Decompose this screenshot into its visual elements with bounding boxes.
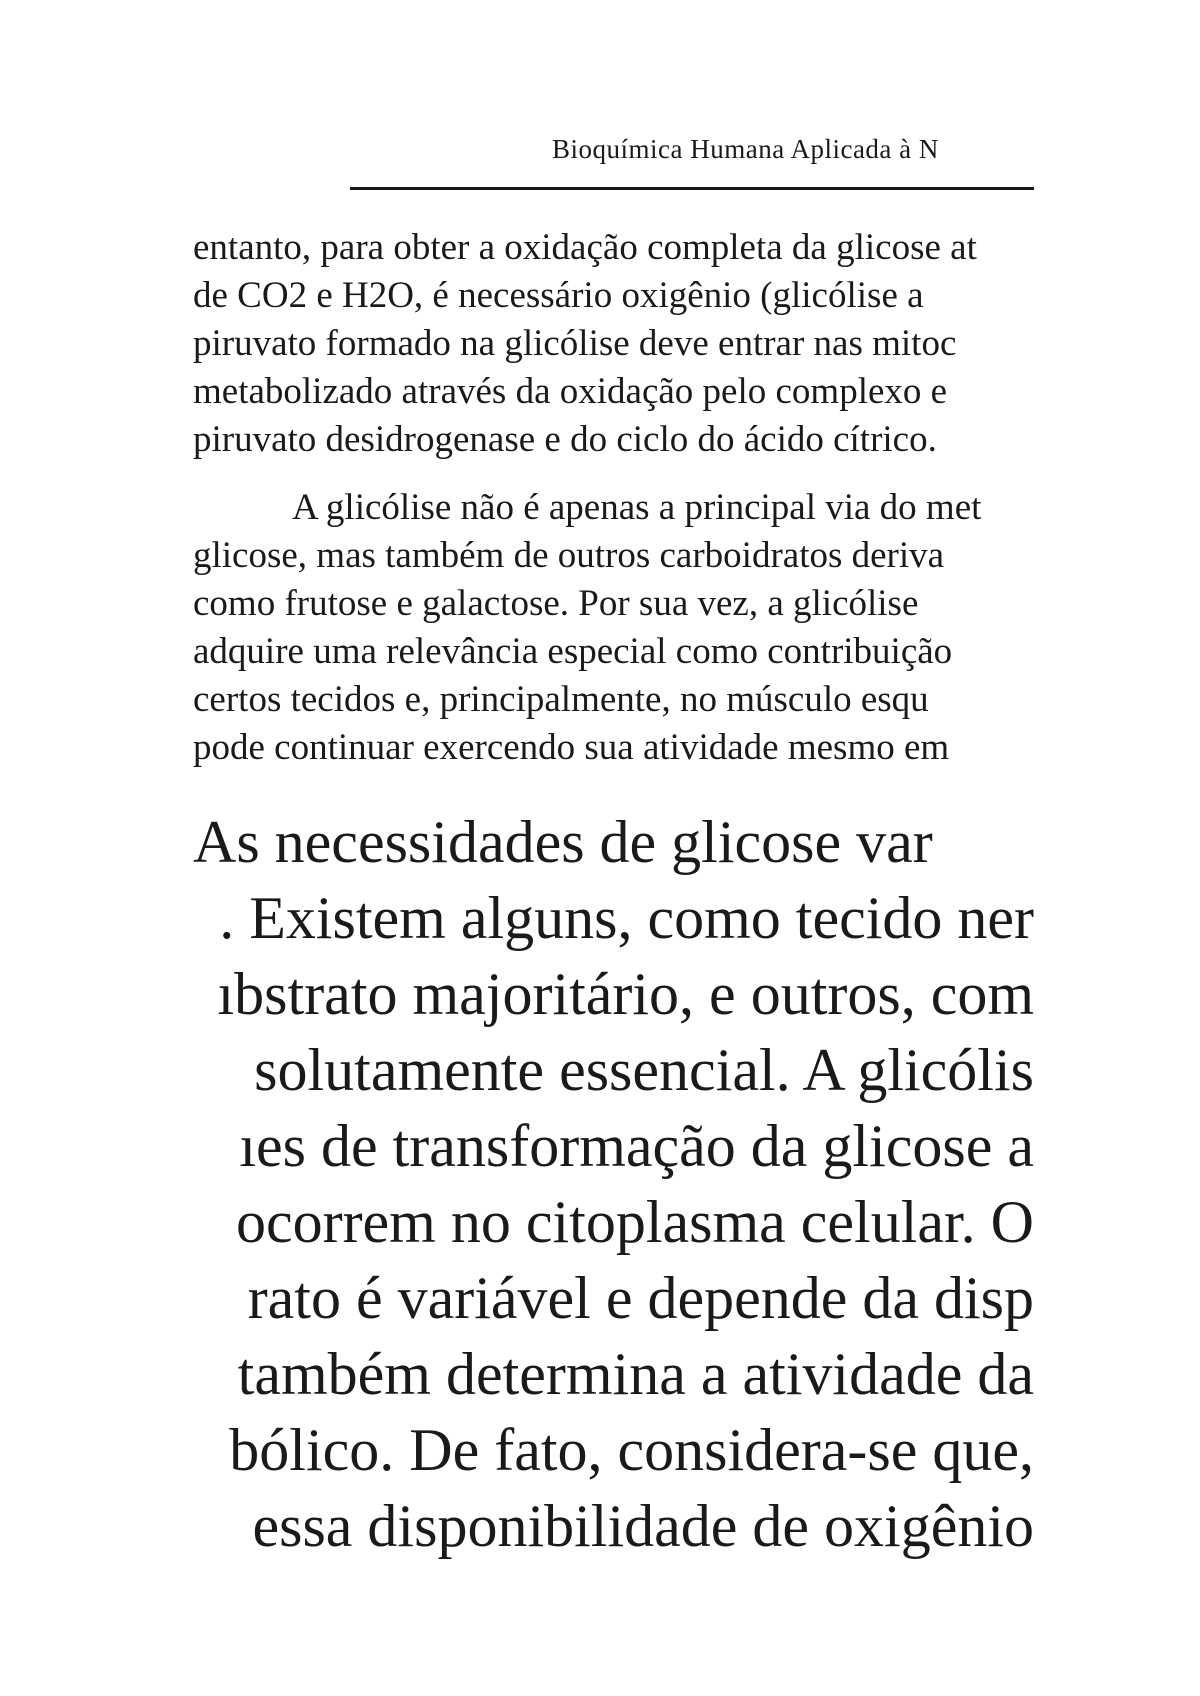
enlarged-line-1: As necessidades de glicose var <box>193 809 933 875</box>
enlarged-line-7: rato é variável e depende da disp <box>247 1265 1034 1331</box>
paragraph-2-line-5: certos tecidos e, principalmente, no músculo esqu <box>193 679 929 720</box>
paragraph-2-line-4: adquire uma relevância especial como contribuição <box>193 631 953 672</box>
enlarged-line-2: . Existem alguns, como tecido ner <box>219 885 1034 951</box>
enlarged-line-9: bólico. De fato, considera-se que, <box>229 1417 1034 1483</box>
paragraph-1-line-3: piruvato formado na glicólise deve entrar nas mitoc <box>193 323 957 364</box>
enlarged-line-4: solutamente essencial. A glicólis <box>254 1037 1034 1103</box>
paragraph-1-line-1: entanto, para obter a oxidação completa da glicose at <box>193 227 977 268</box>
running-header-title: Bioquímica Humana Aplicada à N <box>552 134 939 164</box>
paragraph-1-line-4: metabolizado através da oxidação pelo complexo e <box>193 371 948 412</box>
paragraph-2-line-2: glicose, mas também de outros carboidratos deriva <box>193 535 945 576</box>
enlarged-line-6: ocorrem no citoplasma celular. O <box>235 1189 1034 1255</box>
enlarged-line-5: ıes de transformação da glicose a <box>239 1113 1034 1179</box>
enlarged-line-3: ıbstrato majoritário, e outros, com <box>217 961 1034 1027</box>
paragraph-1-line-5: piruvato desidrogenase e do ciclo do ácido cítrico. <box>193 419 937 460</box>
enlarged-line-10: essa disponibilidade de oxigênio <box>252 1493 1034 1559</box>
paragraph-2-line-6: pode continuar exercendo sua atividade mesmo em <box>193 727 950 768</box>
paragraph-2-line-3: como frutose e galactose. Por sua vez, a glicólise <box>193 583 919 624</box>
paragraph-1-line-2: de CO2 e H2O, é necessário oxigênio (glicólise a <box>193 275 924 316</box>
paragraph-2-line-1: A glicólise não é apenas a principal via do met <box>292 487 982 528</box>
enlarged-line-8: também determina a atividade da <box>237 1341 1034 1407</box>
header-rule <box>350 187 1034 190</box>
